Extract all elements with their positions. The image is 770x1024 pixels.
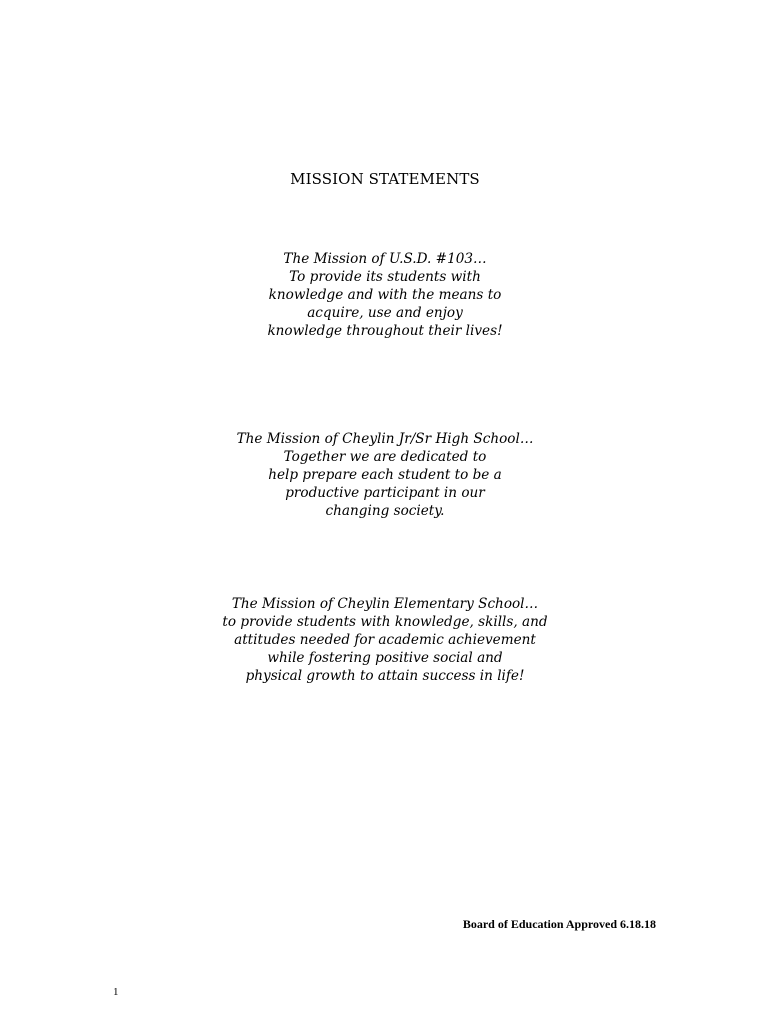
- mission-line: knowledge and with the means to: [268, 287, 502, 303]
- mission-line: productive participant in our: [285, 485, 485, 501]
- mission-line: acquire, use and enjoy: [307, 305, 463, 321]
- mission-line: help prepare each student to be a: [268, 467, 502, 483]
- approval-note: Board of Education Approved 6.18.18: [462, 917, 656, 931]
- mission-line: To provide its students with: [289, 269, 481, 285]
- mission-line: The Mission of Cheylin Jr/Sr High School…: [236, 431, 534, 447]
- mission-statement-usd-103: [0, 250, 770, 340]
- mission-statement-high-school: [0, 430, 770, 520]
- mission-line: knowledge throughout their lives!: [267, 323, 503, 339]
- mission-line: while fostering positive social and: [267, 650, 503, 666]
- page-title: MISSION STATEMENTS: [290, 170, 480, 188]
- mission-line: The Mission of Cheylin Elementary School…: [231, 596, 539, 612]
- page-number: 1: [113, 986, 119, 998]
- mission-line: The Mission of U.S.D. #103…: [283, 251, 487, 267]
- mission-line: physical growth to attain success in life!: [245, 668, 525, 684]
- mission-line: attitudes needed for academic achievement: [234, 632, 536, 648]
- mission-statement-elementary: [0, 595, 770, 685]
- mission-line: Together we are dedicated to: [283, 449, 487, 465]
- mission-line: changing society.: [325, 503, 445, 519]
- mission-line: to provide students with knowledge, skills, and: [222, 614, 548, 630]
